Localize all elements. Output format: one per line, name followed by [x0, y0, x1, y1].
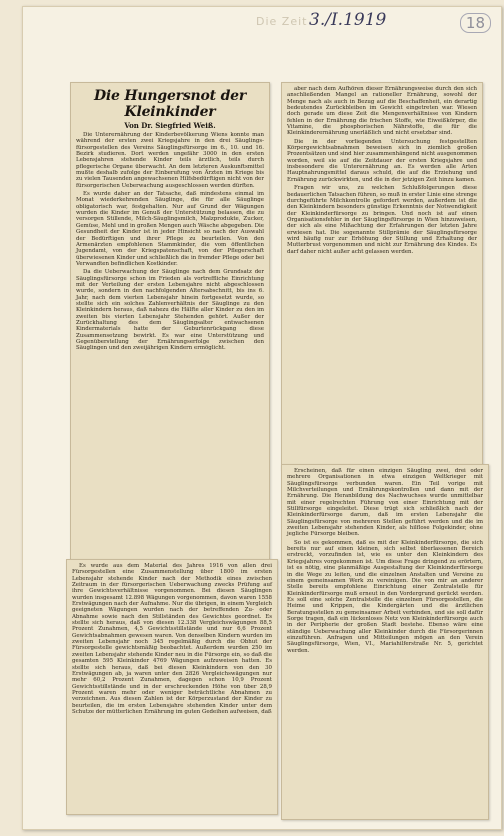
paragraph: Es wurde aus dem Material des Jahres 1916 von allen drei Fürsorgestellen eine Zusammenstellung über 1800 im ersten Lebensjahr stehende Kinder nach der Methodik eines zwischen Zeitraum in der fürsorgerischen Ueberwachung zwecks Prüfung auf ihre Gewichtsverhältnisse vorgenommen. Bei diesen Säuglingen wurden insgesamt 12.898 Wägungen vorgenommen, davon waren 1558 Erstwägungen nach der Aufnahme. Nur die übrigen, in einem Vergleich geeigneten Wägungen wurden nach der betreffenden Zu- oder Abnahme sowie nach den Stillständen des Gewichtes geordnet. Es stellte sich heraus, daß von diesen 12.338 Vergleichswägungen 88,5 Prozent Zunahmen, 4,5 Gewichtsstillstände und nur 6,6 Prozent Gewichtsabnahmen gewesen waren. Von denselben Kindern wurden im zweiten Lebensjahr noch 345 regelmäßig durch die Obhut der Fürsorgestelle gewichtsmäßig beobachtet. Außerdem wurden 250 im zweiten Lebensjahr stehende Kinder neu in die Fürsorge ein, so daß die gesamten 595 Kleinkinder 4769 Wägungen aufzuweisen hatten. Es stellte sich heraus, daß bei diesen Kleinkindern von den 30 Erstwägungen ab, ja waren unter den 2826 Vergleichswägungen nur mehr 60,2 Prozent Zunahmen, dagegen schon 10,9 Prozent Gewichtsstillstände und in der erschreckenden Höhe von über 28,9 Prozent waren mehr oder weniger beträchtliche Abnahmen zu verzeichnen. Aus diesen Zahlen ist der Körperzustand der Kinder zu beurteilen, die im ersten Lebensjahre stehenden Kinder unter dem Schutze der mütterlichen Ernährung im guten Gedeihen aufweisen, daß: [72, 563, 272, 715]
clipping-column-2: [66, 559, 278, 815]
paragraph: aber nach dem Aufhören dieser Ernährungsweise durch den sich anschließenden Mangel an rationeller Ernährung, sowohl der Menge nach als auch in Bezug auf die Beschaffenheit, ein derartig bedeutendes Zurückbleiben im Gewicht eingetreten war. Wiesen doch gerade um diese Zeit die Mengenverhältnisse von Kindern fehlen in der Ernährung die frischen Stoffe, wie Eiweißkörper, die Vitamine, die phosphorischen Nährstoffe, die für die Kleinkinderernährung unerläßlich und nicht ersetzbar sind.: [287, 86, 477, 137]
paragraph: Fragen wir uns, zu welchen Schlußfolgerungen diese bedauerlichen Tatsachen führen, so muß in erster Linie eine strenge durchgeführte Milchkontrolle gefordert werden, außerdem ist die den Kleinkindern besonders günstige Erkenntnis der Notwendigkeit der Kleinkinderfürsorge zu bringen. Und noch ist auf einen Organisationsfehler in der Säuglingsfürsorge in Wien hinzuweisen, der sich als eine Mißachtung der Erfahrungen der letzten Jahre erwiesen hat. Die sogenannte Stillprämie der Säuglingsfürsorge wird häufig nur zur Erhöhung der Stillung und Erhaltung der Mutterbrust vorgenommen und nicht zur Ernährung des Kindes. Es darf daher nicht außer acht gelassen werden.: [287, 185, 477, 255]
handwritten-date: 3./I.1919: [309, 10, 387, 30]
paragraph: Da die Ueberwachung der Säuglinge nach dem Grundsatz der Säuglingsfürsorge schon im Frieden als vortreffliche Einrichtung mit der Verteilung der ersten Lebensjahre nicht abgeschlossen wurde, sondern in den nachfolgenden Altersabschnitt, bis ins 6. Jahr, nach dem vierten Lebensjahr hinein fortgesetzt wurde, so stellte sich ein solches Zahlenverhältnis der Säuglinge zu den Kleinkindern heraus, daß nahezu die Hälfte aller Kinder zu den im zweiten bis vierten Lebensjahr Stehenden gehört. Außer der Zurückhaltung des dem Säuglingsalter entwachsenen Kindermaterials hatte der Geburtenrückgang diese Zusammensetzung bewirkt. Es war eine Unterstützung und Gegenüberstellung der Ernährungserfolge zwischen den Säuglingen und den zweijährigen Kindern ermöglicht.: [76, 269, 264, 352]
page-number: 18: [460, 13, 491, 33]
newspaper-stamp: Die Zeit: [256, 15, 308, 28]
paragraph: Die in der vorliegenden Untersuchung festgestellten Körpergewichtsabnahmen beweisen sich in ziemlich großen Prozentsätzen und sind hier zusammenhängend nicht ausgenommen worden, weil sie auf die Zeitdauer der ersten Kriegsjahre und insbesondere die Unterernährung an. Es werden alle Arten Hauptnahrungsmittel daraus schuld, die auf die Erziehung und Ernährung zurückwirkten, und die in der jetzigen Zeit hinzu kamen.: [287, 138, 477, 183]
clipping-column-3: [281, 82, 483, 470]
article-author: Von Dr. Siegfried Weiß.: [124, 121, 216, 130]
clipping-column-4: [281, 464, 489, 820]
clipping-column-1: [70, 82, 270, 565]
article-title: Die Hungersnot der Kleinkinder: [93, 88, 247, 120]
paragraph: Erscheinen, daß für einen einzigen Säugling zwei, drei oder mehrere Organisationen in etwa einzigen Weltkrieger mit Säuglingsfürsorge verbunden waren. Ein Teil vorige mit Milchverteilungen und Ernährungskontrollen und dann mit der Ernährung. Die Heranbildung des Nachwuchses wurde unmittelbar mit einer regelrechten Führung von einer Einrichtung mit der Stillfürsorge eingeleitet. Diese trügt sich schließlich nach der Kleinkinderfürsorge darum, daß im ersten Lebensjahr die Säuglingsfürsorge von mehreren Stellen geführt werden und die im zweiten Lebensjahr stehenden Kinder, als hilflose Folgekinder, ohne jegliche Fürsorge bleiben.: [287, 468, 483, 538]
paragraph: Die Unterernährung der Kinderbevölkerung Wiens konnte man während der ersten zwei Kriegsjahre in den drei Säuglings-fürsorgestellen des Vereins Säuglingsfürsorge im 6., 10. und 16. Bezirk studieren. Dort werden ungefähr 3000 in den ersten Lebensjahren stehende Kinder teils ärztlich, teils durch pflegerische Organe überwacht. An dem letzteren Auskunftsmittel mußte deshalb zufolge der Einberufung von Ärzten im Kriege bis zu vielen Tausenden angewachsenen Hilfsbedürftigen nicht von der fürsorgerischen Ueberwachung ausgeschlossen werden dürften.: [76, 132, 264, 189]
paragraph: So ist es gekommen, daß es mit der Kleinkinderfürsorge, die sich bereits nur auf einen kleinen, sich selbst überlassenen Bereich erstreckt, vorzufinden ist, wie es unter den Kleinkindern des Kriegsjahres vorgekommen ist. Um diese Frage dringend zu erörtern, ist es nötig, eine planmäßige Ausgestaltung der Kleinkinderfürsorge in die Wege zu leiten, und die einzelnen Anstalten und Vereine zu einem gemeinsamen Werk zu vereinigen. Die von mir an anderer Stelle bereits empfohlene Einrichtung einer Zentralstelle für Kleinkinderfürsorge muß erneut in den Vordergrund gerückt werden. Es soll eine solche Zentralstelle die einzelnen Fürsorgestellen, die Heime und Krippen, die Kindergärten und die ärztlichen Beratungsstellen zu gemeinsamer Arbeit verbinden, und sie soll dafür Sorge tragen, daß ein lückenloses Netz von Kleinkinderfürsorge auch in der Peripherie der großen Stadt bestehe. Ebenso wäre eine ständige Ueberwachung aller Kleinkinder durch die Fürsorgerinnen einzuführen. Anfragen und Mitteilungen mögen an den Verein Säuglingsfürsorge, Wien, VI., Mariahilferstraße Nr. 5, gerichtet werden.: [287, 539, 483, 654]
paragraph: Es wurde daher an der Tatsache, daß mindestens einmal im Monat wiederkehrenden Säuglinge, die für alle Säuglinge obligatorisch war, festgehalten. Nur auf Grund der Wägungen wurden die Kinder im Genuß der Unterstützung belassen, die zu versorgen Stillende, Milch-Säuglingsmilch, Malzprodukte, Zucker, Gemüse, Mehl und in großen Mengen auch Wäsche abgegeben. Die Gesundheit der Kinder ist in jeder Hinsicht so nach der Auswahl der Bedürftigen und ihrer Pflege zu beurteilen. Von den Armenärzten empfohlenen Stammkinder, die vom öffentlichen Jugendamt, von der Kriegspatenschaft, von der Pflegerschaft überwiesenen Kinder und schließlich die in fremder Pflege oder bei Verwandten befindlichen Kostkinder.: [76, 191, 264, 267]
